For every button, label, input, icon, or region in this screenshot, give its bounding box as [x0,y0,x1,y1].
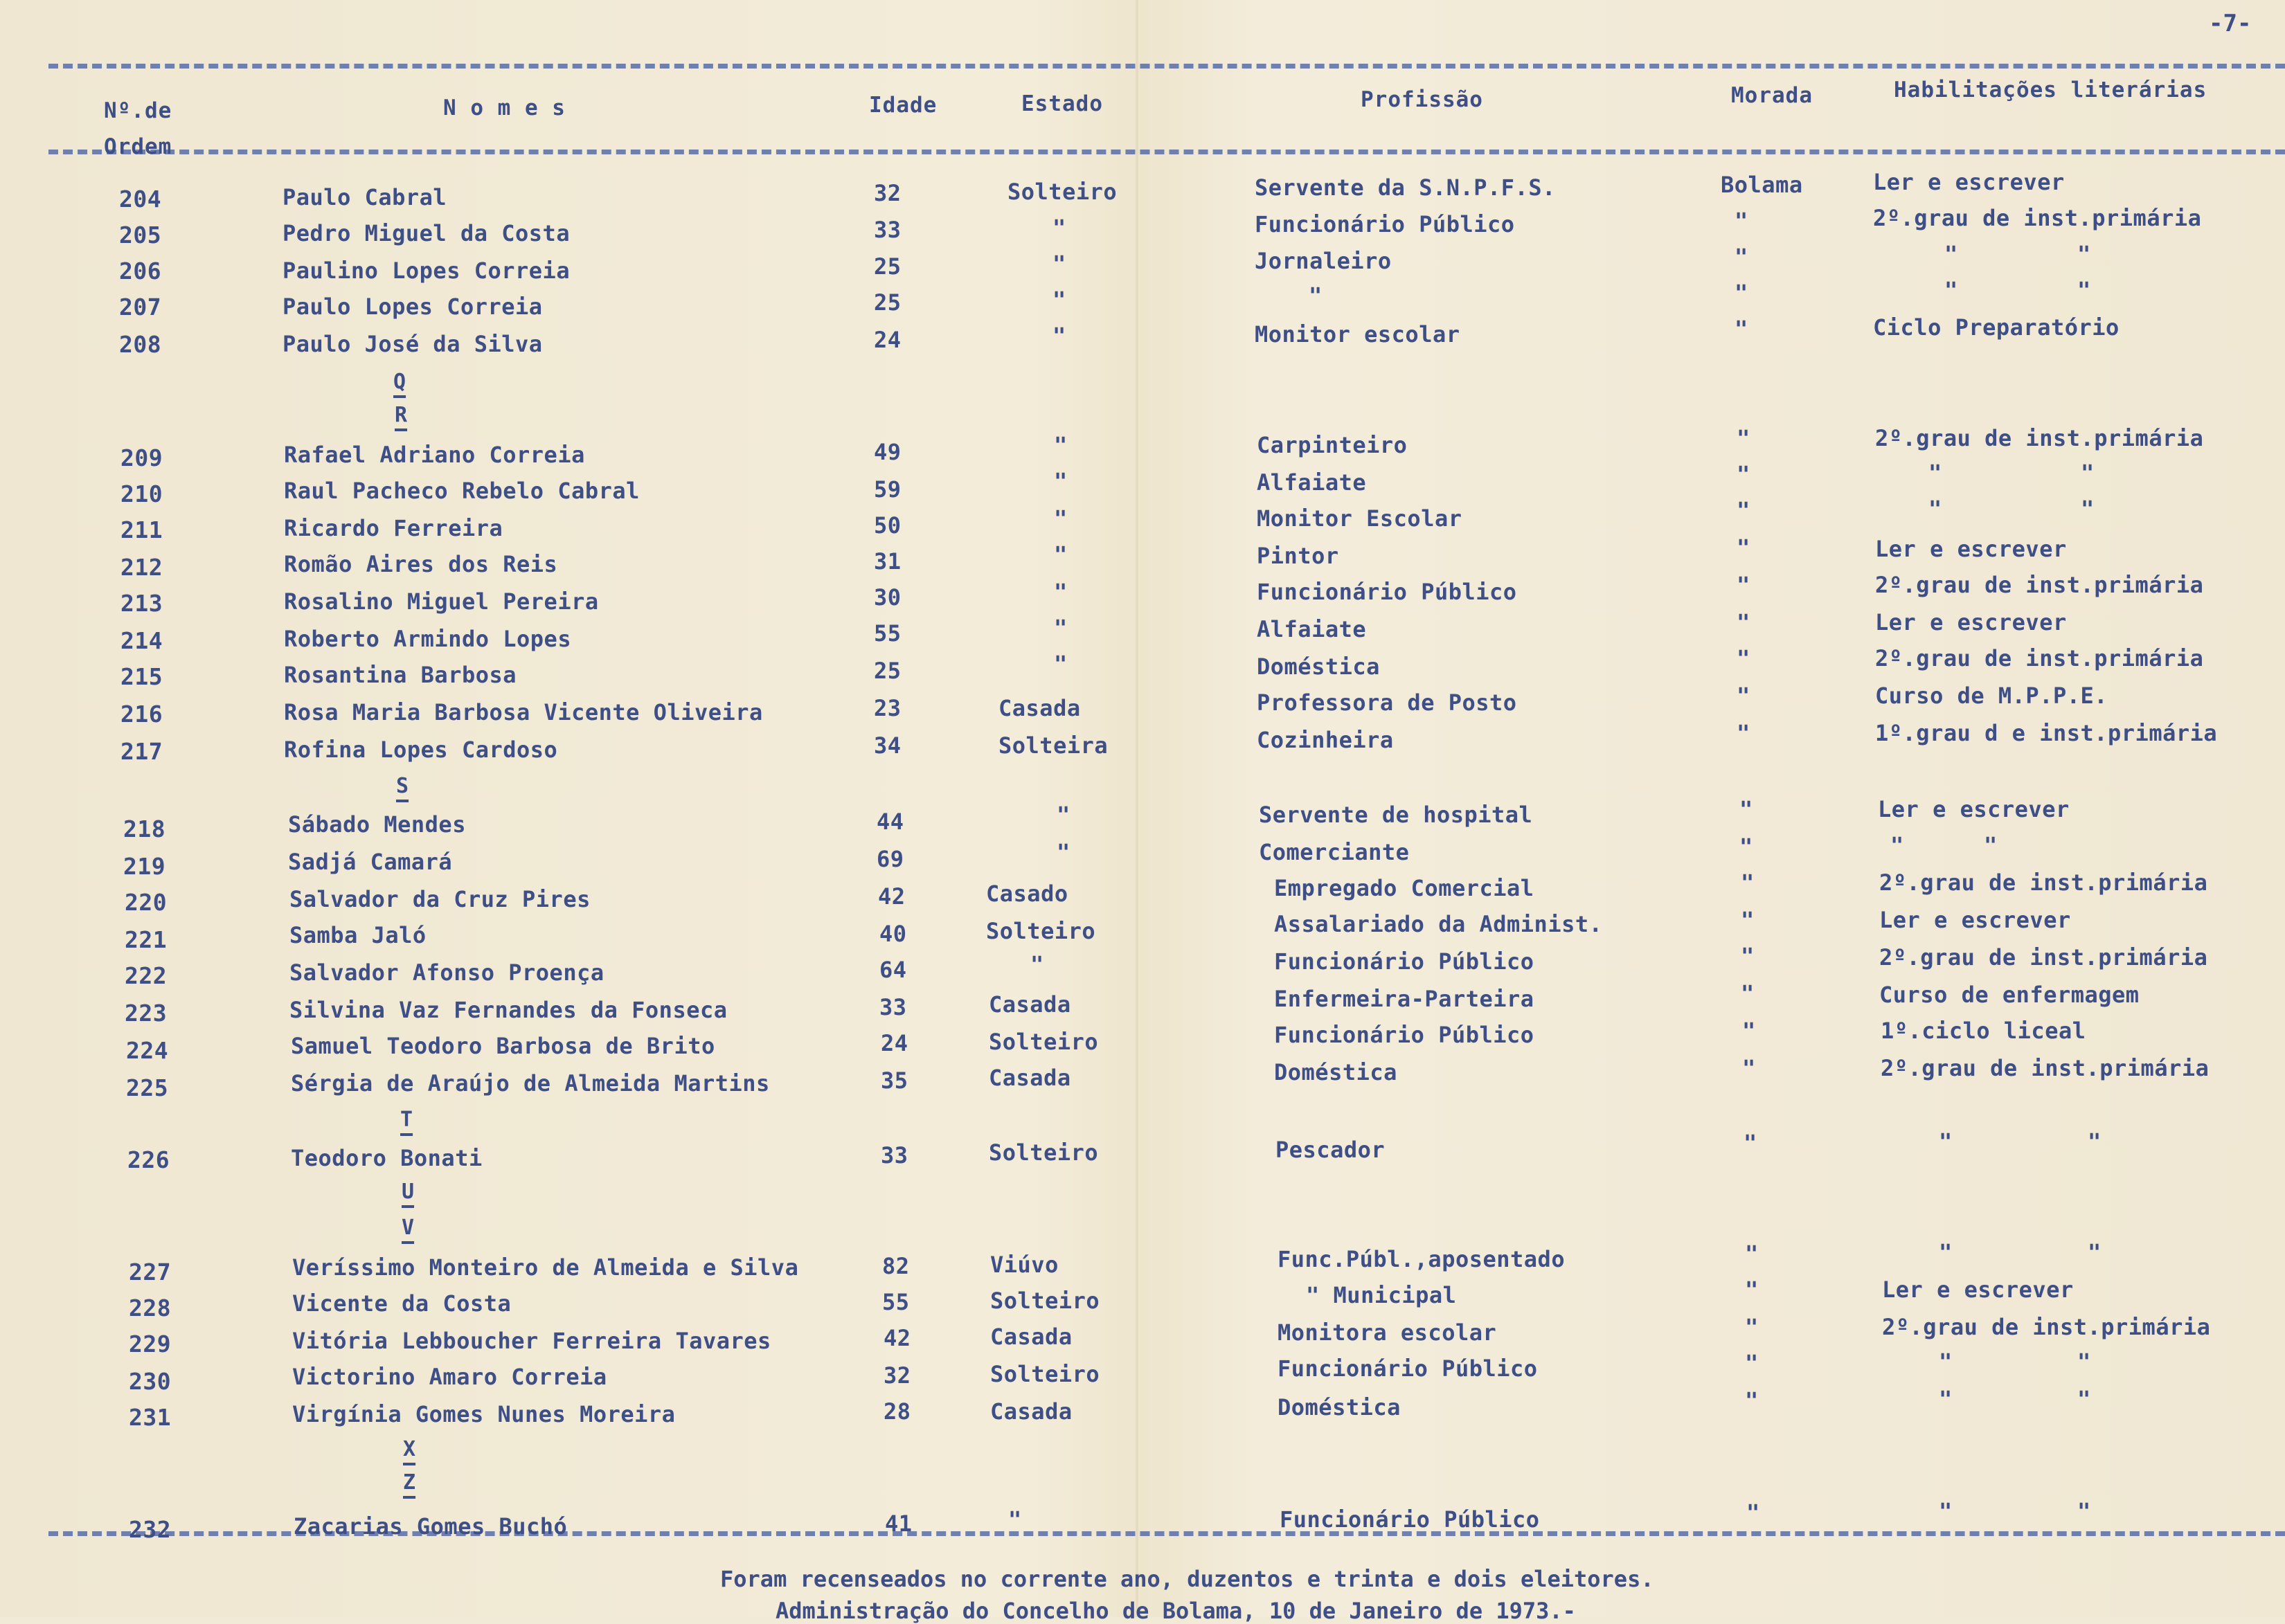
residence-cell: " [1737,720,1750,746]
education-cell: Ler e escrever [1875,536,2067,562]
age-cell: 32 [874,180,902,206]
age-cell: 25 [874,253,902,280]
name-cell: Teodoro Bonati [291,1145,483,1171]
status-cell: " [1054,468,1068,494]
order-number: 218 [123,815,166,842]
profession-cell: Comerciante [1259,839,1410,865]
profession-cell: Servente de hospital [1259,802,1533,828]
profession-cell: Enfermeira-Parteira [1274,986,1534,1012]
status-cell: Casada [990,1398,1073,1425]
age-cell: 33 [881,1142,908,1169]
age-cell: 55 [874,620,902,647]
order-number: 210 [120,480,163,507]
footer-signature-line: Administração do Concelho de Bolama, 10 de Janeiro de 1973.- [776,1598,1576,1624]
order-number: 213 [120,590,163,617]
status-cell: " [1054,432,1068,458]
footer-summary: Foram recenseados no corrente ano, duzentos e trinta e dois eleitores. [720,1566,1654,1592]
name-cell: Ricardo Ferreira [284,515,503,541]
age-cell: 44 [877,809,904,835]
name-cell: Victorino Amaro Correia [292,1364,607,1390]
name-cell: Raul Pacheco Rebelo Cabral [284,478,640,504]
status-cell: " [1052,323,1066,349]
header-names: N o m e s [443,96,566,120]
education-cell: Ler e escrever [1878,796,2070,822]
education-cell: 2º.grau de inst.primária [1879,944,2208,971]
education-ditto-1: " [1939,1239,1953,1265]
letter-section-z: Z [403,1470,416,1495]
order-number: 211 [120,516,163,543]
letter-section-u: U [402,1180,415,1204]
residence-cell: " [1742,1018,1756,1044]
residence-cell: " [1737,497,1750,523]
name-cell: Sérgia de Araújo de Almeida Martins [291,1070,770,1097]
order-number: 230 [129,1368,172,1395]
profession-cell: " [1309,282,1323,309]
profession-cell: " Municipal [1306,1282,1457,1308]
residence-cell: " [1739,796,1753,822]
header-age: Idade [869,93,938,118]
status-cell: " [1057,802,1070,828]
education-cell: Ler e escrever [1882,1276,2074,1303]
education-ditto-1: " [1928,460,1942,486]
education-ditto-2: " [1984,832,1998,858]
education-ditto-2: " [2077,1386,2091,1412]
education-cell: Curso de M.P.P.E. [1875,683,2108,709]
order-number: 227 [129,1258,172,1285]
status-cell: Casada [990,1324,1073,1350]
profession-cell: Pintor [1257,543,1339,569]
education-cell: Curso de enfermagem [1879,982,2140,1008]
age-cell: 69 [877,846,904,872]
education-ditto-1: " [1944,241,1958,267]
name-cell: Roberto Armindo Lopes [284,626,572,652]
status-cell: " [1052,287,1066,313]
order-number: 232 [129,1516,172,1543]
name-cell: Pedro Miguel da Costa [283,220,571,246]
education-cell: 2º.grau de inst.primária [1873,205,2202,231]
education-ditto-2: " [2081,496,2095,522]
header-bottom-rule [48,150,2285,154]
education-cell: 1º.grau d e inst.primária [1875,720,2218,746]
order-number: 208 [119,331,162,358]
profession-cell: Assalariado da Administ. [1274,911,1603,937]
education-ditto-1: " [1939,1348,1953,1375]
age-cell: 42 [878,883,906,910]
order-number: 228 [129,1294,172,1321]
profession-cell: Funcionário Público [1274,1022,1534,1048]
age-cell: 35 [881,1067,908,1094]
profession-cell: Professora de Posto [1257,689,1517,716]
name-cell: Paulo José da Silva [283,331,543,357]
letter-section-s: S [396,774,409,798]
letter-section-t: T [400,1108,413,1132]
profession-cell: Alfaiate [1257,616,1367,642]
age-cell: 59 [874,476,902,503]
education-cell: Ler e escrever [1873,169,2065,195]
education-ditto-2: " [2088,1239,2102,1265]
education-cell: 2º.grau de inst.primária [1875,645,2204,671]
profession-cell: Jornaleiro [1255,248,1392,274]
education-cell: Ciclo Preparatório [1873,314,2120,341]
order-number: 231 [129,1404,172,1431]
header-residence: Morada [1731,83,1813,108]
name-cell: Samuel Teodoro Barbosa de Brito [291,1033,715,1059]
profession-cell: Monitora escolar [1278,1319,1497,1346]
name-cell: Sadjá Camará [288,849,453,875]
age-cell: 25 [874,658,902,684]
residence-cell: " [1737,461,1750,487]
age-cell: 24 [881,1030,908,1056]
education-ditto-1: " [1944,277,1958,303]
name-cell: Paulino Lopes Correia [283,258,571,284]
profession-cell: Monitor Escolar [1257,505,1462,532]
profession-cell: Funcionário Público [1274,948,1534,975]
age-cell: 23 [874,695,902,721]
name-cell: Veríssimo Monteiro de Almeida e Silva [292,1254,799,1281]
order-number: 223 [125,1000,168,1027]
order-number: 221 [125,926,168,953]
name-cell: Virgínia Gomes Nunes Moreira [292,1401,676,1427]
education-ditto-1: " [1939,1498,1953,1524]
order-number: 216 [120,701,163,728]
residence-cell: " [1744,1130,1757,1156]
name-cell: Salvador da Cruz Pires [289,886,591,912]
profession-cell: Funcionário Público [1257,579,1517,605]
name-cell: Rosa Maria Barbosa Vicente Oliveira [284,699,763,725]
profession-cell: Carpinteiro [1257,432,1408,458]
education-cell: 2º.grau de inst.primária [1879,869,2208,896]
residence-cell: " [1742,1055,1756,1081]
age-cell: 24 [874,327,902,353]
name-cell: Samba Jaló [289,922,427,948]
status-cell: Solteiro [990,1288,1100,1314]
name-cell: Rofina Lopes Cardoso [284,737,558,763]
profession-cell: Funcionário Público [1280,1506,1540,1533]
profession-cell: Alfaiate [1257,469,1367,496]
residence-cell: " [1737,645,1750,671]
status-cell: Casada [998,695,1081,721]
status-cell: Solteiro [986,918,1096,944]
education-cell: 2º.grau de inst.primária [1875,572,2204,598]
age-cell: 42 [884,1325,911,1351]
status-cell: " [1052,215,1066,241]
name-cell: Rafael Adriano Correia [284,442,585,468]
status-cell: " [1054,505,1068,532]
order-number: 217 [120,738,163,765]
education-ditto-2: " [2077,1498,2091,1524]
residence-cell: " [1737,534,1750,561]
name-cell: Paulo Lopes Correia [283,294,543,320]
residence-cell: " [1741,943,1755,969]
residence-cell: " [1735,244,1748,270]
education-cell: 1º.ciclo liceal [1881,1018,2086,1044]
age-cell: 31 [874,548,902,575]
status-cell: Solteiro [989,1029,1099,1055]
order-number: 205 [119,222,162,249]
residence-cell: " [1737,425,1750,451]
age-cell: 40 [879,921,907,947]
education-ditto-1: " [1890,832,1904,858]
education-cell: 2º.grau de inst.primária [1875,425,2204,451]
age-cell: 34 [874,732,902,759]
residence-cell: " [1737,572,1750,598]
header-order-line2: Ordem [104,134,172,159]
age-cell: 32 [884,1362,911,1389]
order-number: 214 [120,627,163,654]
letter-section-q: Q [393,370,406,394]
age-cell: 50 [874,512,902,539]
age-cell: 33 [879,994,907,1020]
status-cell: " [1030,951,1044,977]
status-cell: " [1057,839,1070,865]
order-number: 215 [120,663,163,690]
education-ditto-1: " [1939,1128,1953,1155]
residence-cell: Bolama [1721,172,1803,198]
letter-section-x: X [403,1437,416,1461]
profession-cell: Cozinheira [1257,727,1394,753]
profession-cell: Doméstica [1257,653,1380,680]
status-cell: Viúvo [990,1252,1059,1278]
name-cell: Sábado Mendes [288,811,466,838]
age-cell: 30 [874,584,902,611]
header-education: Habilitações literárias [1894,78,2207,102]
profession-cell: Doméstica [1278,1394,1401,1420]
profession-cell: Func.Públ.,aposentado [1278,1246,1566,1272]
age-cell: 49 [874,439,902,465]
name-cell: Rosantina Barbosa [284,662,517,688]
header-status: Estado [1021,91,1103,116]
age-cell: 41 [885,1510,913,1537]
profession-cell: Funcionário Público [1255,211,1515,237]
order-number: 224 [126,1037,169,1064]
status-cell: Solteiro [1007,179,1118,205]
status-cell: " [1054,541,1068,568]
header-order-line1: Nº.de [104,98,172,123]
page-fold [1136,0,1138,1617]
status-cell: " [1008,1506,1022,1533]
age-cell: 82 [882,1253,910,1279]
name-cell: Zacarias Gomes Buchó [294,1513,568,1540]
status-cell: Solteira [998,732,1109,759]
page-number: -7- [2209,10,2252,37]
age-cell: 55 [882,1289,910,1315]
profession-cell: Pescador [1275,1137,1386,1163]
order-number: 222 [125,962,168,989]
age-cell: 25 [874,289,902,316]
residence-cell: " [1737,683,1750,709]
order-number: 229 [129,1330,172,1357]
order-number: 209 [120,444,163,471]
status-cell: Casada [989,991,1071,1018]
education-ditto-1: " [1928,496,1942,522]
residence-cell: " [1745,1387,1759,1414]
education-cell: 2º.grau de inst.primária [1882,1314,2211,1340]
profession-cell: Monitor escolar [1255,321,1460,348]
education-ditto-2: " [2081,460,2095,486]
age-cell: 33 [874,217,902,243]
residence-cell: " [1746,1499,1760,1526]
name-cell: Vicente da Costa [292,1290,512,1317]
education-ditto-2: " [2077,1348,2091,1375]
status-cell: Casada [989,1065,1071,1091]
status-cell: Solteiro [989,1139,1099,1166]
status-cell: " [1054,579,1068,605]
residence-cell: " [1745,1350,1759,1376]
residence-cell: " [1739,833,1753,860]
residence-cell: " [1745,1240,1759,1267]
residence-cell: " [1741,907,1755,933]
order-number: 220 [125,889,168,916]
residence-cell: " [1741,980,1755,1007]
education-cell: Ler e escrever [1875,609,2067,635]
age-cell: 64 [879,957,907,983]
letter-section-r: R [395,403,408,427]
status-cell: Solteiro [990,1361,1100,1387]
age-cell: 28 [884,1398,911,1425]
residence-cell: " [1737,609,1750,635]
profession-cell: Empregado Comercial [1274,875,1534,901]
status-cell: Casado [986,881,1068,907]
profession-cell: Servente da S.N.P.F.S. [1255,174,1556,201]
residence-cell: " [1735,208,1748,234]
order-number: 225 [126,1074,169,1101]
education-ditto-2: " [2077,277,2091,303]
residence-cell: " [1745,1314,1759,1340]
profession-cell: Doméstica [1274,1059,1397,1085]
education-cell: 2º.grau de inst.primária [1881,1055,2210,1081]
name-cell: Salvador Afonso Proença [289,959,604,986]
letter-section-v: V [402,1216,415,1240]
residence-cell: " [1745,1276,1759,1303]
header-profession: Profissão [1361,87,1483,112]
order-number: 226 [127,1146,170,1173]
name-cell: Vitória Lebboucher Ferreira Tavares [292,1328,771,1354]
name-cell: Silvina Vaz Fernandes da Fonseca [289,997,728,1023]
name-cell: Paulo Cabral [283,184,447,210]
order-number: 212 [120,554,163,581]
education-cell: Ler e escrever [1879,907,2071,933]
profession-cell: Funcionário Público [1278,1355,1538,1382]
order-number: 219 [123,853,166,880]
education-ditto-1: " [1939,1386,1953,1412]
residence-cell: " [1735,280,1748,306]
header-top-rule [48,64,2285,69]
education-ditto-2: " [2088,1128,2102,1155]
residence-cell: " [1741,869,1755,896]
education-ditto-2: " [2077,241,2091,267]
residence-cell: " [1735,316,1748,342]
status-cell: " [1052,251,1066,277]
order-number: 207 [119,294,162,321]
name-cell: Romão Aires dos Reis [284,551,558,577]
status-cell: " [1054,615,1068,641]
name-cell: Rosalino Miguel Pereira [284,588,599,615]
order-number: 204 [119,186,162,213]
status-cell: " [1054,651,1068,677]
order-number: 206 [119,258,162,285]
